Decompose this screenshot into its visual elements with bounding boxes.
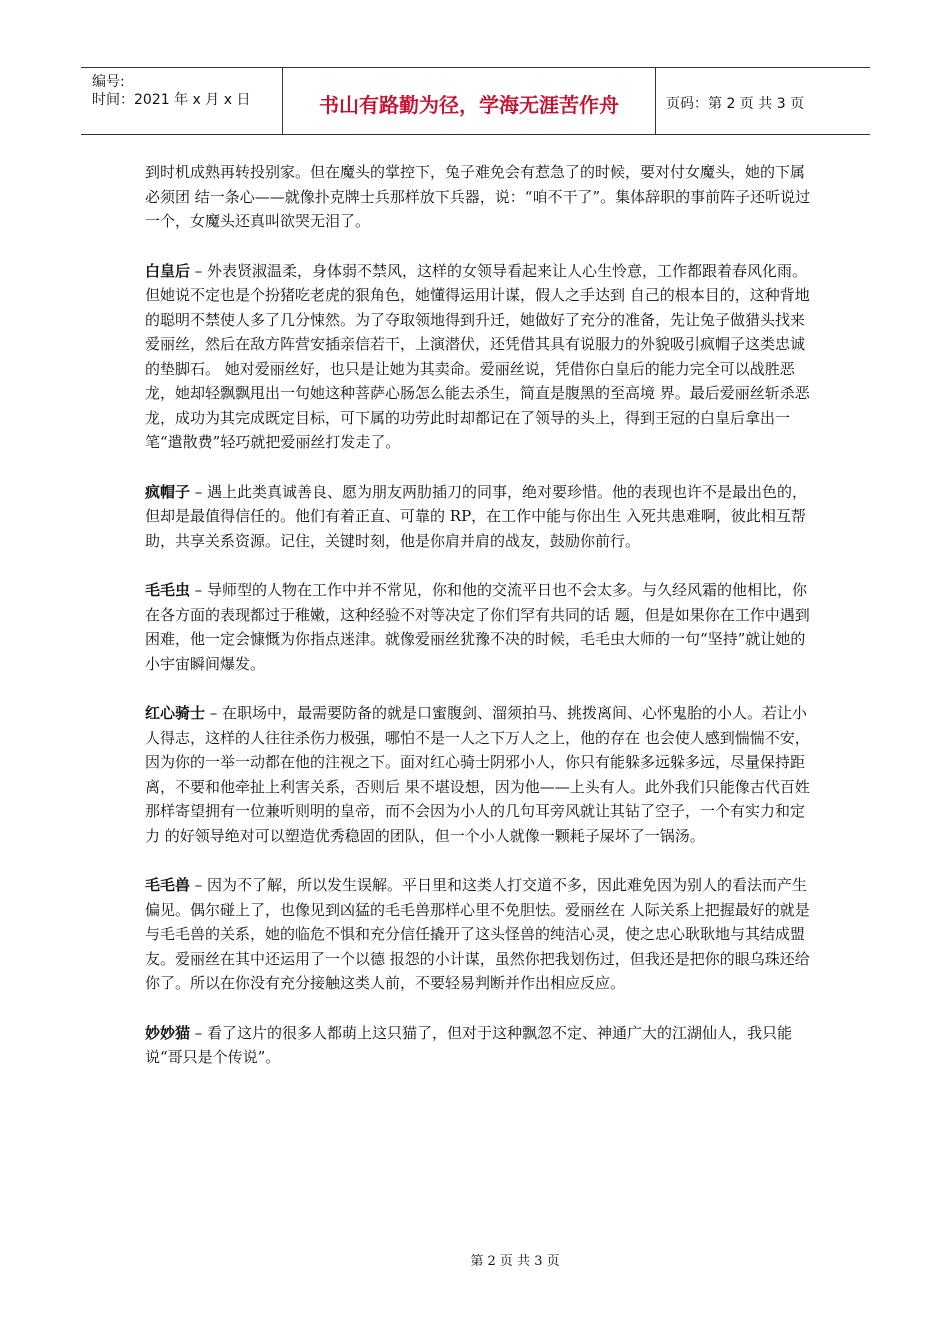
character-name: 毛毛兽 bbox=[145, 876, 191, 894]
character-name: 妙妙猫 bbox=[145, 1023, 191, 1042]
document-body bbox=[145, 160, 813, 1095]
paragraph bbox=[145, 480, 813, 554]
document-header bbox=[81, 67, 870, 135]
character-name: 疯帽子 bbox=[145, 482, 191, 501]
header-page-info: 页码：第 2 页 共 3 页 bbox=[666, 96, 805, 112]
paragraph-text: – 外表贤淑温柔，身体弱不禁风，这样的女领导看起来让人心生怜意，工作都跟着春风化雨。但她说不定也是个扮猪吃老虎的狠角色，她懂得运用计谋，假人之手达到 自己的根本目的，这种背地的聪明不禁使人多了几分悚然。为了夺取领地得到升迁，她做好了充分的准备，先让兔子做猎头找来爱丽丝，然后在敌方阵营安插亲信若干，上演潜伏，还凭借其具有说服力的外貌吸引疯帽子这类忠诚的垫脚石。 她对爱丽丝好，也只是让她为其卖命。爱丽丝说，凭借你白皇后的能力完全可以战胜恶龙，她却轻飘飘甩出一句她这种菩萨心肠怎么能去杀生，简直是腹黑的至高境 界。最后爱丽丝斩杀恶龙，成功为其完成既定目标，可下属的功劳此时却都记在了领导的头上，得到王冠的白皇后拿出一笔“遣散费”轻巧就把爱丽丝打发走了。 bbox=[145, 261, 810, 451]
paragraph-text: 到时机成熟再转投别家。但在魔头的掌控下，兔子难免会有惹急了的时候，要对付女魔头，她的下属必须团 结一条心——就像扑克牌士兵那样放下兵器，说：“咱不干了”。集体辞职的事前阵子还听说过一个，女魔头还真叫欲哭无泪了。 bbox=[145, 163, 811, 230]
paragraph-text: – 看了这片的很多人都萌上这只猫了，但对于这种飘忽不定、神通广大的江湖仙人，我只能说“哥只是个传说”。 bbox=[145, 1023, 793, 1066]
time-label: 时间：2021 年 x 月 x 日 bbox=[92, 92, 251, 108]
paragraph bbox=[145, 701, 813, 848]
paragraph-text: – 遇上此类真诚善良、愿为朋友两肋插刀的同事，绝对要珍惜。他的表现也许不是最出色的，但却是最值得信任的。他们有着正直、可靠的 RP，在工作中能与你出生 入死共患难啊，彼此相互帮助，共享关系资源。记住，关键时刻，他是你肩并肩的战友，鼓励你前行。 bbox=[145, 482, 808, 550]
code-label: 编号: bbox=[92, 74, 125, 90]
paragraph bbox=[145, 578, 813, 676]
paragraph-text: – 在职场中，最需要防备的就是口蜜腹剑、溜须拍马、挑拨离间、心怀鬼胎的小人。若让小人得志，这样的人往往杀伤力极强，哪怕不是一人之下万人之上，他的存在 也会使人感到惴惴不安，因为你的一举一动都在他的注视之下。面对红心骑士阴邪小人，你只有能躲多远躲多远，尽量保持距离，不要和他牵扯上利害关系，否则后 果不堪设想，因为他——上头有人。此外我们只能像古代百姓那样寄望拥有一位兼听则明的皇帝，而不会因为小人的几句耳旁风就让其钻了空子，一个有实力和定力 的好领导绝对可以塑造优秀稳固的团队，但一个小人就像一颗耗子屎坏了一锅汤。 bbox=[145, 704, 810, 845]
page-footer: 第 2 页 共 3 页 bbox=[470, 1254, 560, 1269]
paragraph bbox=[145, 259, 813, 455]
paragraph bbox=[145, 873, 813, 996]
paragraph bbox=[145, 1021, 813, 1070]
header-motto: 书山有路勤为径，学海无涯苦作舟 bbox=[283, 68, 656, 134]
paragraph-text: – 导师型的人物在工作中并不常见，你和他的交流平日也不会太多。与久经风霜的他相比，你在各方面的表现都过于稚嫩，这种经验不对等决定了你们罕有共同的话 题，但是如果你在工作中遇到困难，他一定会慷慨为你指点迷津。就像爱丽丝犹豫不决的时候，毛毛虫大师的一句“坚持”就让她的小宇宙瞬间爆发。 bbox=[145, 581, 810, 673]
character-name: 毛毛虫 bbox=[145, 581, 191, 599]
paragraph-text: – 因为不了解，所以发生误解。平日里和这类人打交道不多，因此难免因为别人的看法而产生偏见。偶尔碰上了，也像见到凶猛的毛毛兽那样心里不免胆怯。爱丽丝在 人际关系上把握最好的就是与毛毛兽的关系，她的临危不惧和充分信任撬开了这头怪兽的纯洁心灵，使之忠心耿耿地与其结成盟友。爱丽丝在其中还运用了一个以德 报怨的小计谋，虽然你把我划伤过，但我还是把你的眼乌珠还给你了。所以在你没有充分接触这类人前，不要轻易判断并作出相应反应。 bbox=[145, 876, 810, 992]
header-meta bbox=[81, 68, 283, 134]
character-name: 白皇后 bbox=[145, 261, 191, 280]
character-name: 红心骑士 bbox=[145, 704, 206, 722]
paragraph bbox=[145, 160, 813, 234]
